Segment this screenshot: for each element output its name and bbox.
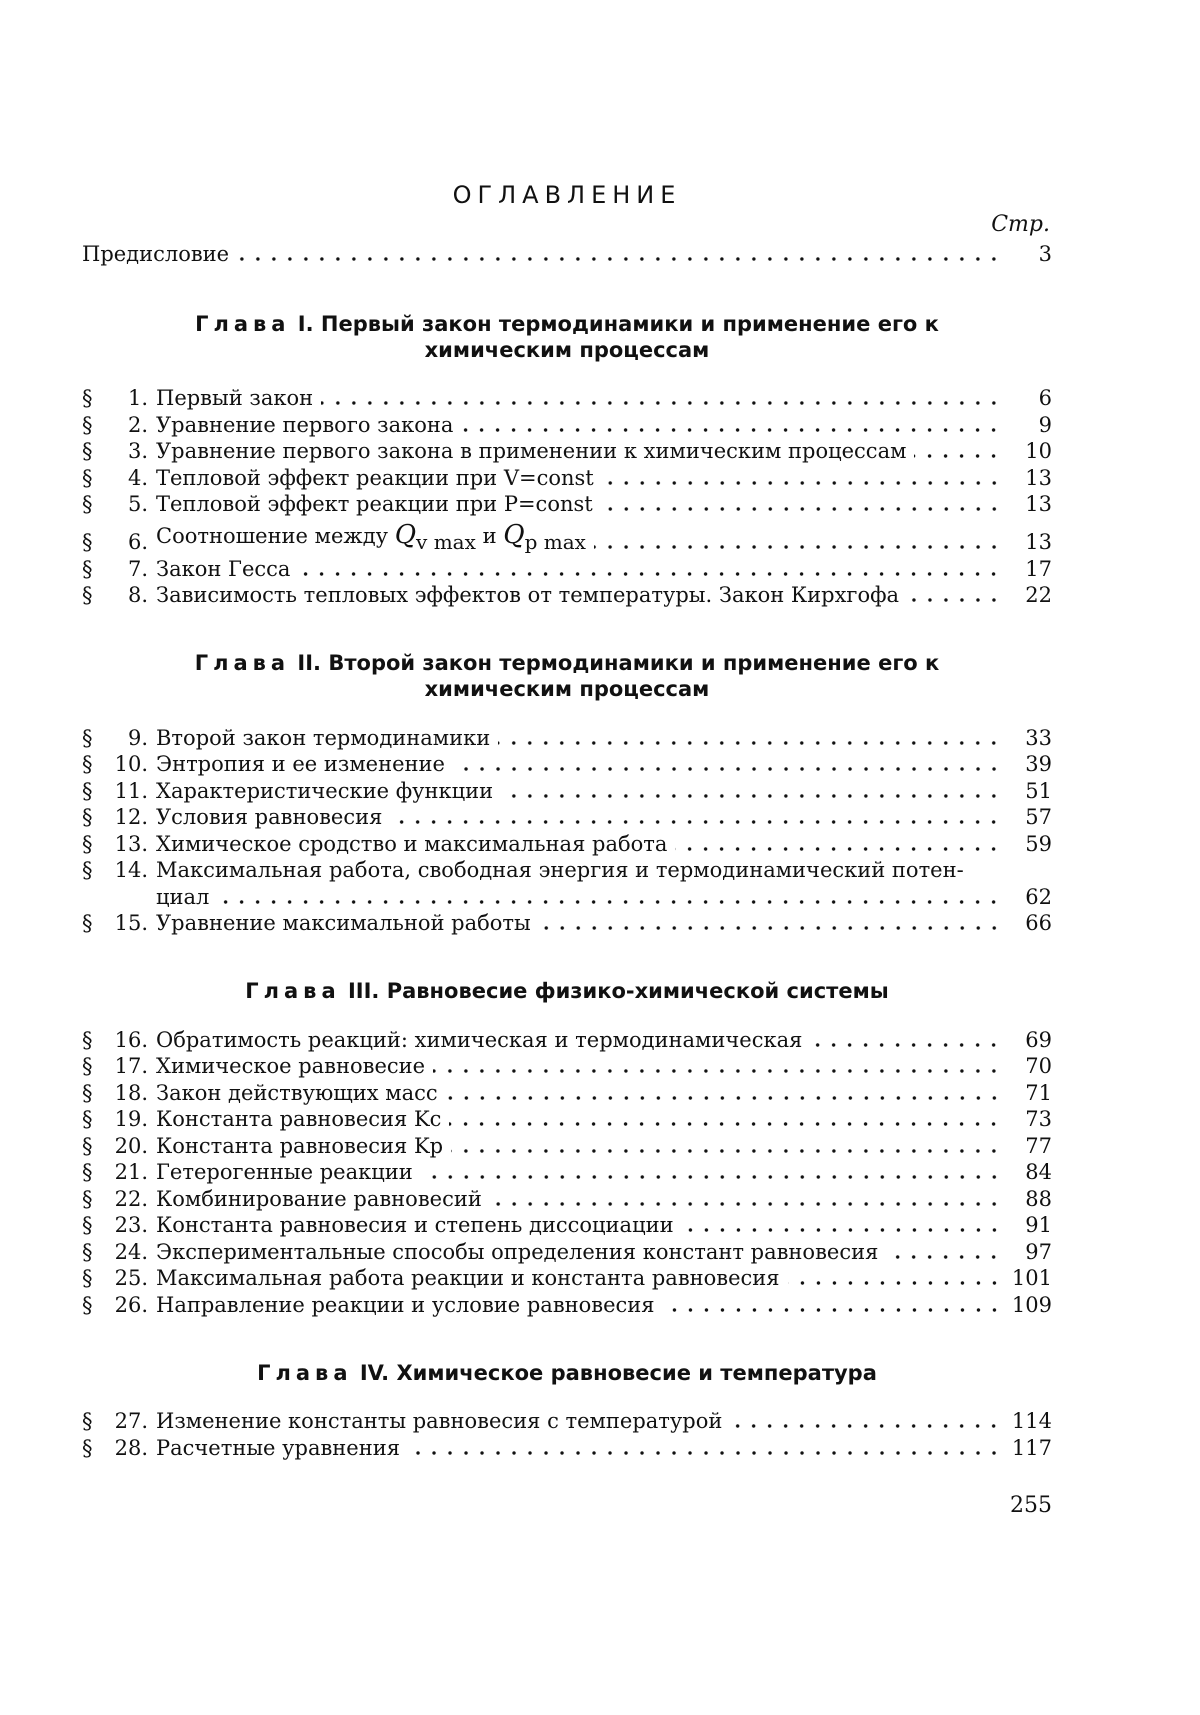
- section-num: 19.: [114, 1107, 148, 1131]
- page-column-label: Стр.: [991, 212, 1050, 237]
- toc-entry[interactable]: [82, 1106, 1052, 1133]
- entry-title: Второй закон термодинамики: [156, 725, 491, 750]
- dot-leader: [663, 1306, 1002, 1314]
- entry-title: Энтропия и ее изменение: [156, 752, 445, 776]
- chapter-entries: [82, 1026, 1052, 1318]
- toc-entry[interactable]: [82, 1132, 1052, 1159]
- chapter-block: [82, 1360, 1052, 1461]
- entry-page: 73: [1025, 1107, 1052, 1131]
- section-mark: §: [82, 1213, 93, 1237]
- entry-title: Уравнение первого закона в применении к химическим процессам: [156, 439, 907, 463]
- entry-page: 114: [1011, 1409, 1052, 1433]
- section-num: 3.: [127, 439, 148, 463]
- chapter-entries: [82, 1408, 1052, 1461]
- dot-leader: [730, 1422, 1002, 1430]
- toc-entry[interactable]: [82, 582, 1052, 609]
- page-number: 255: [1010, 1493, 1052, 1518]
- toc-entry[interactable]: [82, 1265, 1052, 1292]
- toc-entry[interactable]: [82, 1159, 1052, 1186]
- section-mark: §: [82, 1435, 93, 1460]
- section-mark: §: [82, 1027, 93, 1052]
- entry-title: Максимальная работа реакции и константа равновесия: [156, 1266, 780, 1290]
- entry-title: Комбинирование равновесий: [156, 1186, 482, 1211]
- entry-page: 17: [1025, 556, 1052, 581]
- entry-page: 51: [1025, 778, 1052, 803]
- section-num: 12.: [114, 805, 148, 829]
- entry-title: [148, 522, 586, 555]
- entry-page: 10: [1025, 439, 1052, 463]
- dot-leader: [217, 898, 1002, 906]
- section-number: [82, 1408, 148, 1434]
- entry-title: Химическое равновесие: [156, 1054, 426, 1078]
- section-num: 22.: [114, 1186, 148, 1211]
- section-number: [82, 1133, 148, 1159]
- entry-page: 3: [1038, 241, 1052, 266]
- chapters: [82, 311, 1052, 1461]
- section-number: [82, 491, 148, 517]
- chapter-title-line: химическим процессам: [424, 337, 710, 362]
- section-mark: §: [82, 1292, 93, 1317]
- section-num: 10.: [114, 752, 148, 776]
- section-number: [82, 1239, 148, 1265]
- chapter-title: III. Равновесие физико-химической системы: [347, 979, 889, 1003]
- chapter-heading: [82, 311, 1052, 363]
- entry-page: 33: [1025, 725, 1052, 750]
- toc-entry[interactable]: [82, 555, 1052, 582]
- section-mark: §: [82, 831, 93, 856]
- toc-entry[interactable]: [82, 517, 1052, 555]
- section-num: 11.: [114, 778, 148, 803]
- entry-page: 13: [1025, 530, 1052, 554]
- toc-entry[interactable]: [82, 491, 1052, 518]
- entry-page: 77: [1025, 1133, 1052, 1158]
- chapter-block: [82, 978, 1052, 1318]
- toc-entry[interactable]: [82, 777, 1052, 804]
- entry-title: Первый закон: [156, 386, 314, 410]
- section-mark: §: [82, 1107, 93, 1131]
- entry-page: 84: [1025, 1160, 1052, 1184]
- toc-entry[interactable]: [82, 1291, 1052, 1318]
- formula-subscript: v max: [416, 530, 476, 554]
- entry-title: Константа равновесия Kp: [156, 1133, 444, 1158]
- section-mark: §: [82, 492, 93, 516]
- section-number: [82, 857, 148, 884]
- entry-title-text: Соотношение между: [156, 524, 389, 548]
- entry-page: 66: [1025, 911, 1052, 935]
- section-num: 5.: [127, 492, 148, 516]
- section-number: [82, 751, 148, 777]
- entry-title: Расчетные уравнения: [156, 1435, 400, 1460]
- section-mark: §: [82, 530, 93, 554]
- entry-title: Тепловой эффект реакции при P=const: [156, 492, 593, 516]
- toc-entry[interactable]: [82, 438, 1052, 465]
- section-num: 7.: [127, 556, 148, 581]
- section-num: 28.: [114, 1435, 148, 1460]
- toc-entry[interactable]: [82, 1053, 1052, 1080]
- section-mark: §: [82, 1080, 93, 1105]
- section-number: [82, 1053, 148, 1079]
- entry-page: 91: [1025, 1213, 1052, 1237]
- formula-symbol: Q: [394, 520, 417, 550]
- section-number: [82, 529, 148, 555]
- entry-page: 101: [1011, 1266, 1052, 1290]
- dot-leader: [433, 1067, 1002, 1075]
- section-number: [82, 1106, 148, 1132]
- chapter-title-line: [82, 978, 1052, 1004]
- toc-entry[interactable]: [82, 857, 1052, 884]
- dot-leader: [682, 1226, 1002, 1234]
- entry-page: 59: [1025, 831, 1052, 856]
- section-number: [82, 831, 148, 857]
- section-mark: §: [82, 412, 93, 437]
- entry-title-cont: циал: [156, 884, 210, 909]
- dot-leader: [886, 1253, 1002, 1261]
- entry-page: 109: [1011, 1292, 1052, 1317]
- section-num: 20.: [114, 1133, 148, 1158]
- entry-title: Гетерогенные реакции: [156, 1160, 413, 1184]
- section-number: [82, 385, 148, 411]
- chapter-entries: [82, 385, 1052, 609]
- section-mark: §: [82, 386, 93, 410]
- section-number: [82, 1027, 148, 1053]
- entry-page: 62: [1025, 884, 1052, 909]
- section-num: 2.: [127, 412, 148, 437]
- entry-page: 70: [1025, 1054, 1052, 1078]
- dot-leader: [453, 765, 1002, 773]
- section-num: 25.: [114, 1266, 148, 1290]
- toc-entry[interactable]: [82, 385, 1052, 412]
- dot-leader: [675, 845, 1002, 853]
- section-mark: §: [82, 1133, 93, 1158]
- section-mark: §: [82, 439, 93, 463]
- section-number: [82, 1212, 148, 1238]
- section-mark: §: [82, 465, 93, 490]
- section-number: [82, 1292, 148, 1318]
- section-mark: §: [82, 911, 93, 935]
- section-number: [82, 778, 148, 804]
- section-num: 27.: [114, 1409, 148, 1433]
- section-number: [82, 1186, 148, 1212]
- toc-entry[interactable]: [82, 1238, 1052, 1265]
- chapter-title: I. Первый закон термодинамики и применение его к: [297, 311, 939, 336]
- preface-entry[interactable]: [82, 240, 1052, 267]
- toc-entry-continuation[interactable]: [82, 883, 1052, 910]
- section-number: [82, 1080, 148, 1106]
- section-num: 18.: [114, 1080, 148, 1105]
- toc-entry[interactable]: [82, 830, 1052, 857]
- section-mark: §: [82, 778, 93, 803]
- section-num: 1.: [127, 386, 148, 410]
- table-of-contents: [82, 180, 1052, 1485]
- entry-title: Закон Гесса: [156, 556, 291, 581]
- toc-entry[interactable]: [82, 1408, 1052, 1435]
- section-number: [82, 1265, 148, 1291]
- section-number: [82, 1435, 148, 1461]
- dot-leader: [914, 452, 1002, 460]
- dot-leader: [408, 1449, 1002, 1457]
- dot-leader: [788, 1279, 1002, 1287]
- dot-leader: [498, 739, 1002, 747]
- entry-title: Направление реакции и условие равновесия: [156, 1292, 655, 1317]
- entry-title: Предисловие: [82, 241, 230, 266]
- entry-title: Химическое сродство и максимальная работа: [156, 831, 668, 856]
- entry-page: 9: [1038, 412, 1052, 437]
- toc-entry[interactable]: [82, 724, 1052, 751]
- section-number: [82, 412, 148, 438]
- section-num: 9.: [127, 725, 148, 750]
- section-mark: §: [82, 583, 93, 607]
- toc-entry[interactable]: [82, 1434, 1052, 1461]
- formula-symbol: Q: [503, 520, 525, 550]
- chapter-heading: [82, 1360, 1052, 1386]
- dot-leader: [298, 570, 1002, 578]
- dot-leader: [449, 1120, 1002, 1128]
- dot-leader: [810, 1041, 1002, 1049]
- chapter-entries: [82, 724, 1052, 936]
- entry-title: Характеристические функции: [156, 778, 494, 803]
- conjunction: и: [482, 524, 497, 548]
- chapter-lead: Глава: [245, 979, 341, 1003]
- entry-page: 13: [1025, 492, 1052, 516]
- entry-page: 97: [1025, 1239, 1052, 1264]
- entry-title: Зависимость тепловых эффектов от температуры. Закон Кирхгофа: [156, 583, 900, 607]
- section-mark: §: [82, 1266, 93, 1290]
- section-mark: §: [82, 1186, 93, 1211]
- dot-leader: [451, 1147, 1002, 1155]
- entry-page: 117: [1011, 1435, 1052, 1460]
- entry-page: 39: [1025, 752, 1052, 776]
- dot-leader: [594, 543, 1002, 551]
- chapter-title: II. Второй закон термодинамики и применение его к: [297, 651, 940, 675]
- section-mark: §: [82, 1409, 93, 1433]
- section-mark: §: [82, 752, 93, 776]
- chapter-title-line: [82, 650, 1052, 676]
- dot-leader: [446, 1094, 1002, 1102]
- section-mark: §: [82, 805, 93, 829]
- entry-title: Тепловой эффект реакции при V=const: [156, 465, 594, 490]
- section-num: 17.: [114, 1054, 148, 1078]
- entry-title: Условия равновесия: [156, 805, 383, 829]
- section-num: 26.: [114, 1292, 148, 1317]
- section-num: 8.: [127, 583, 148, 607]
- entry-page: 69: [1025, 1027, 1052, 1052]
- toc-entry[interactable]: [82, 1079, 1052, 1106]
- chapter-heading: [82, 650, 1052, 702]
- section-num: 16.: [114, 1027, 148, 1052]
- entry-title: Константа равновесия и степень диссоциации: [156, 1213, 674, 1237]
- entry-page: 88: [1025, 1186, 1052, 1211]
- toc-entry[interactable]: [82, 751, 1052, 778]
- section-mark: §: [82, 1160, 93, 1184]
- section-number: [82, 556, 148, 582]
- section-number: [82, 804, 148, 830]
- toc-entry[interactable]: [82, 804, 1052, 831]
- dot-leader: [501, 792, 1002, 800]
- entry-page: 6: [1038, 386, 1052, 410]
- dot-leader: [601, 505, 1002, 513]
- toc-entry[interactable]: [82, 910, 1052, 937]
- section-num: 4.: [127, 465, 148, 490]
- chapter-block: [82, 311, 1052, 609]
- entry-title: Закон действующих масс: [156, 1080, 438, 1105]
- entry-title: Максимальная работа, свободная энергия и термодинамический потен-: [156, 857, 964, 882]
- formula-subscript: p max: [524, 530, 586, 554]
- section-mark: §: [82, 556, 93, 581]
- section-mark: §: [82, 1054, 93, 1078]
- section-num: 6.: [127, 530, 148, 554]
- toc-entry[interactable]: [82, 1212, 1052, 1239]
- section-num: 14.: [114, 857, 148, 882]
- entry-page: 22: [1025, 583, 1052, 607]
- section-number: [82, 910, 148, 936]
- section-num: 15.: [114, 911, 148, 935]
- dot-leader: [321, 399, 1002, 407]
- page-title: ОГЛАВЛЕНИЕ: [452, 181, 682, 209]
- chapter-title-line: химическим процессам: [424, 677, 710, 701]
- entry-page: 57: [1025, 805, 1052, 829]
- toc-entry[interactable]: [82, 1026, 1052, 1053]
- section-mark: §: [82, 725, 93, 750]
- section-mark: §: [82, 1239, 93, 1264]
- entry-page: 71: [1025, 1080, 1052, 1105]
- section-num: 13.: [114, 831, 148, 856]
- chapter-title-line: [82, 311, 1052, 337]
- chapter-title-line: [82, 1360, 1052, 1386]
- chapter-lead: Глава: [257, 1360, 353, 1385]
- section-mark: §: [82, 857, 93, 882]
- dot-leader: [490, 1200, 1002, 1208]
- section-number: [82, 725, 148, 751]
- section-num: 21.: [114, 1160, 148, 1184]
- dot-leader: [421, 1173, 1002, 1181]
- dot-leader: [539, 924, 1002, 932]
- chapter-title: IV. Химическое равновесие и температура: [359, 1360, 877, 1385]
- section-number: [82, 582, 148, 608]
- dot-leader: [907, 596, 1002, 604]
- entry-page: 13: [1025, 465, 1052, 490]
- entry-title: Экспериментальные способы определения констант равновесия: [156, 1239, 879, 1264]
- section-number: [82, 1159, 148, 1185]
- dot-leader: [602, 479, 1002, 487]
- section-num: 23.: [114, 1213, 148, 1237]
- toc-entry[interactable]: [82, 464, 1052, 491]
- toc-entry[interactable]: [82, 1185, 1052, 1212]
- chapter-block: [82, 650, 1052, 936]
- entry-title: Изменение константы равновесия с температурой: [156, 1409, 723, 1433]
- chapter-lead: Глава: [195, 311, 291, 336]
- entry-title: Уравнение максимальной работы: [156, 911, 531, 935]
- section-number: [82, 438, 148, 464]
- section-num: 24.: [114, 1239, 148, 1264]
- dot-leader: [390, 818, 1002, 826]
- dot-leader: [461, 426, 1002, 434]
- entry-title: Уравнение первого закона: [156, 412, 454, 437]
- dot-leader: [237, 255, 1002, 263]
- entry-title: Константа равновесия Kc: [156, 1107, 442, 1131]
- section-number: [82, 465, 148, 491]
- chapter-lead: Глава: [194, 651, 291, 675]
- toc-entry[interactable]: [82, 411, 1052, 438]
- entry-title: Обратимость реакций: химическая и термодинамическая: [156, 1027, 803, 1052]
- chapter-heading: [82, 978, 1052, 1004]
